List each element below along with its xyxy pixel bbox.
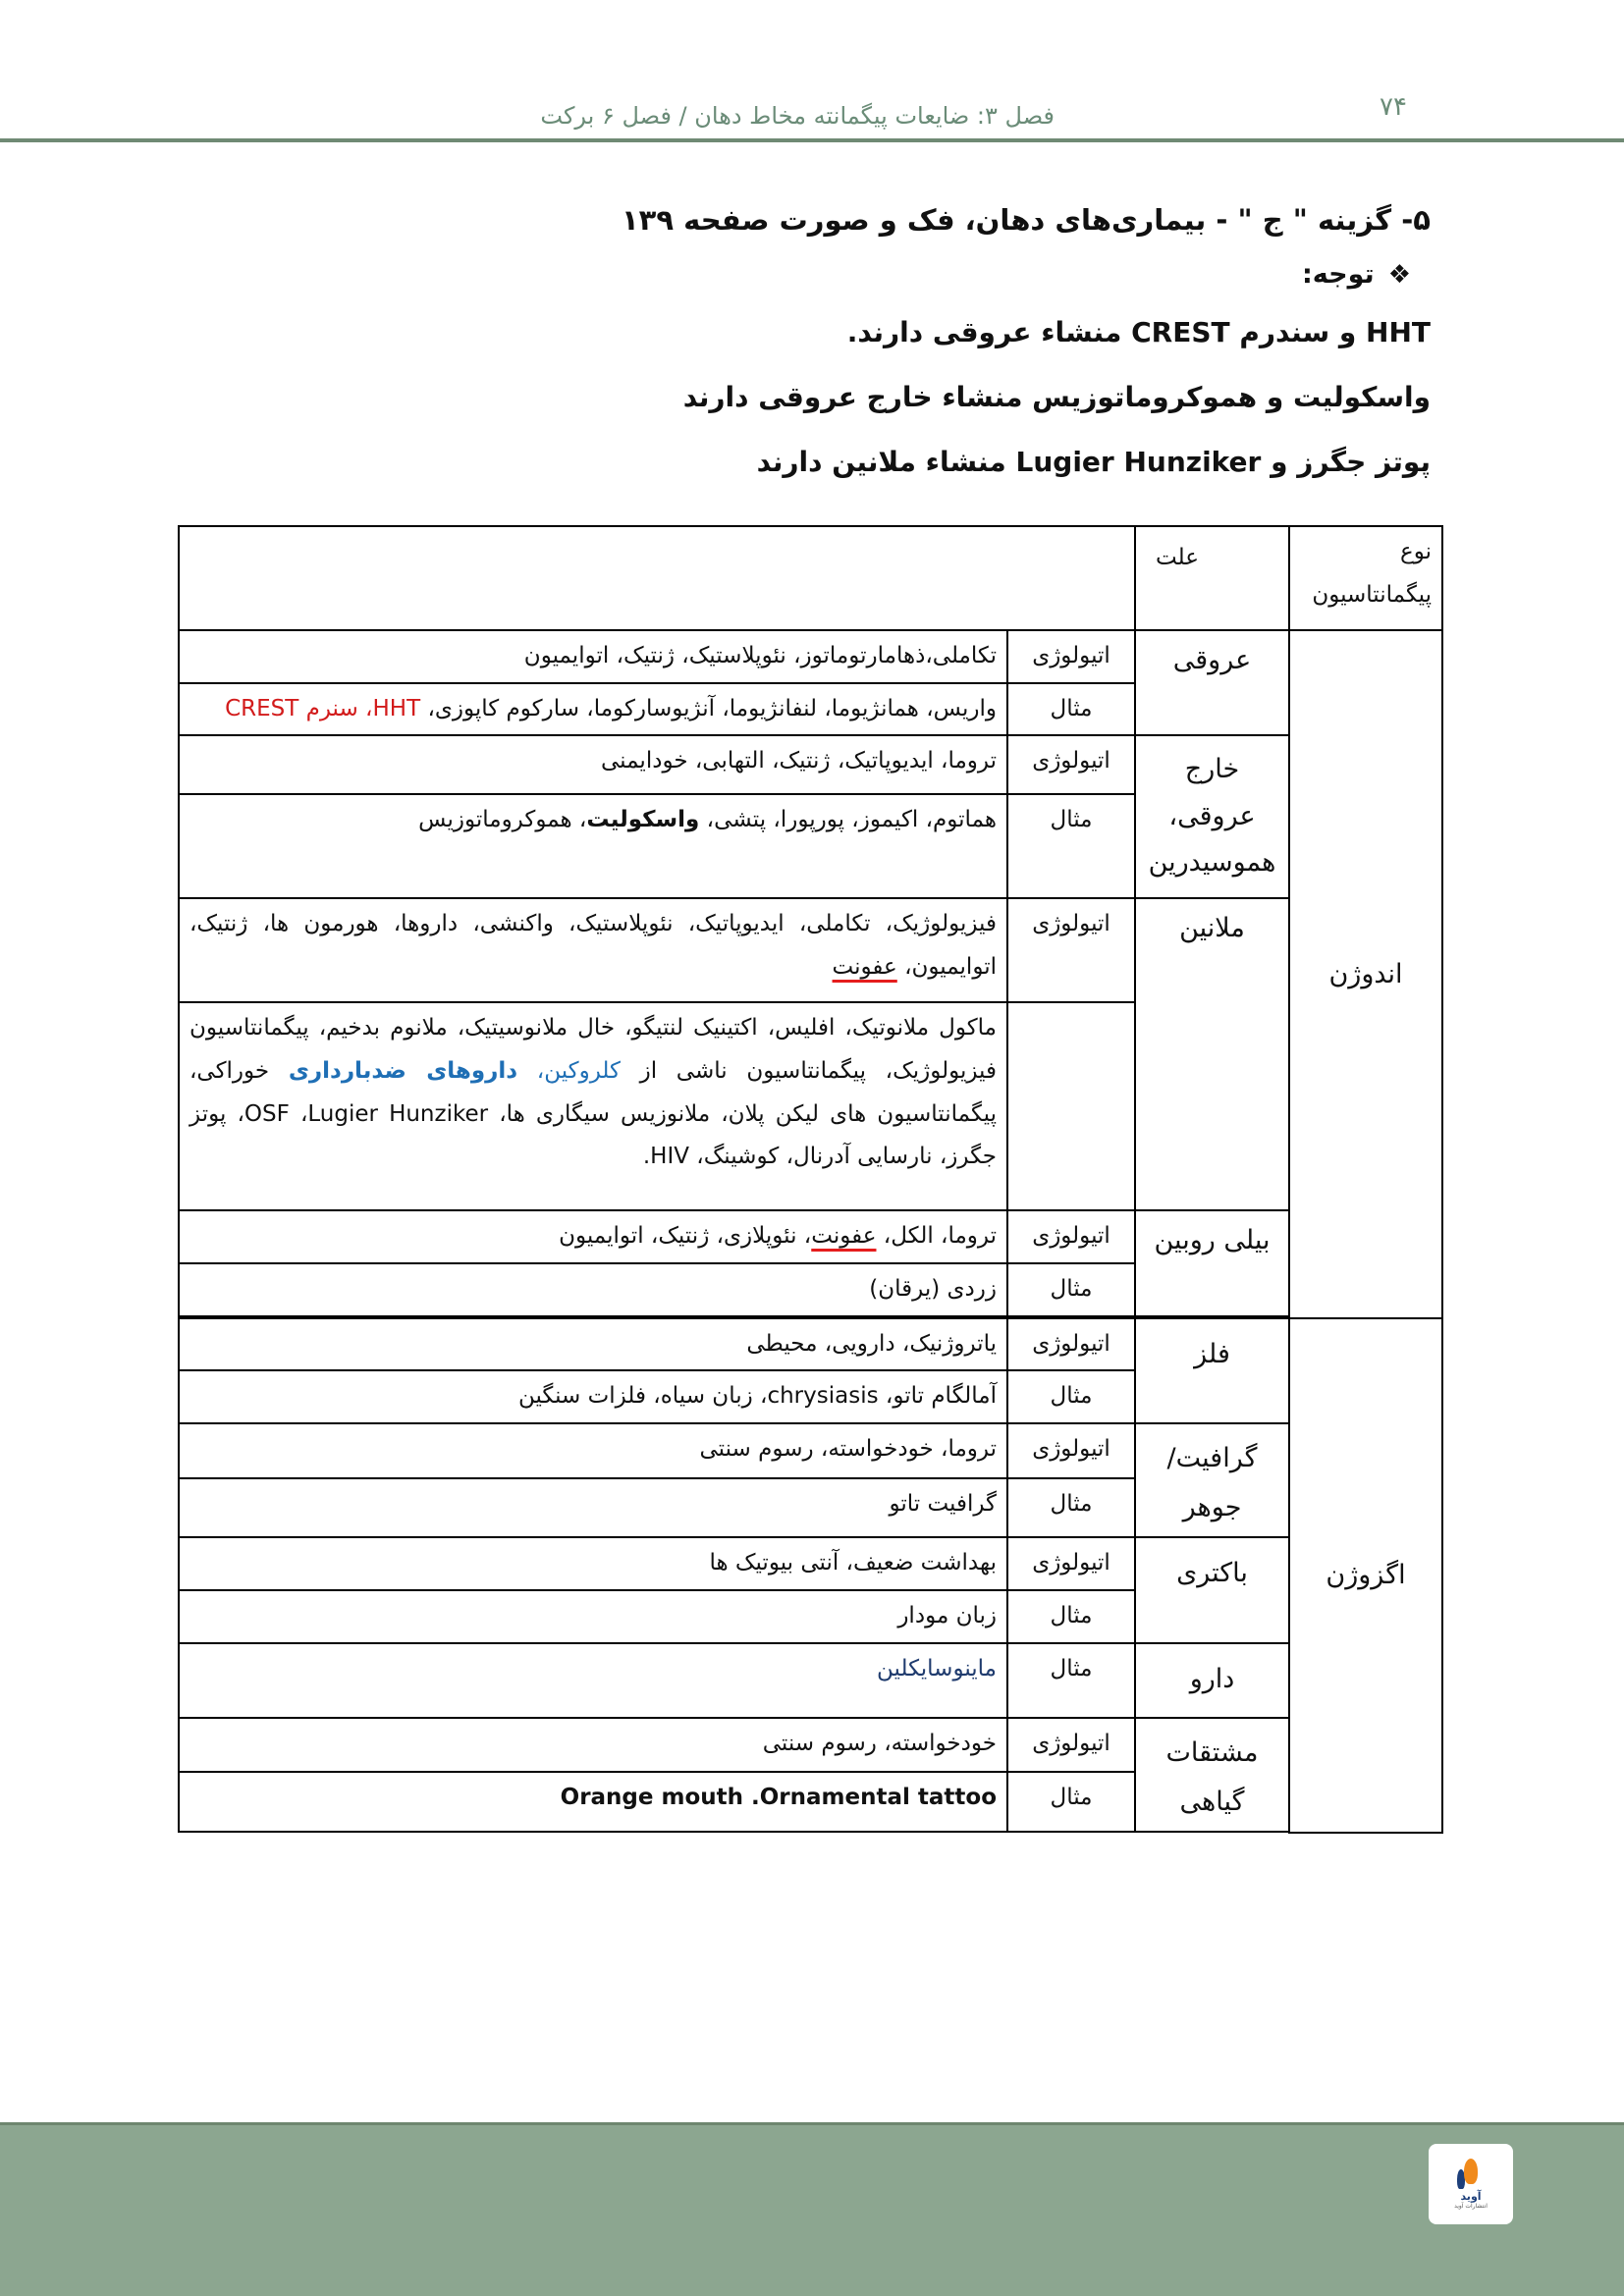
metal-etiology: یاتروژنیک، دارویی، محیطی: [179, 1318, 1007, 1371]
term-lugier-hunziker: Lugier Hunziker: [307, 1100, 489, 1127]
cause-bilirubin: بیلی روبین: [1135, 1210, 1289, 1315]
table-row: [179, 1423, 1442, 1478]
page-number: ۷۴: [1380, 92, 1407, 122]
statement-vascular: [184, 311, 1431, 354]
statement-text: و سندرم: [1229, 316, 1367, 348]
extravascular-etiology: تروما، ایدیوپاتیک، ژنتیک، التهابی، خودایمنی: [179, 735, 1007, 794]
melanin-example: [179, 1002, 1007, 1210]
footer-divider: [0, 2122, 1624, 2125]
publisher-logo: [1429, 2144, 1513, 2224]
label-example: مثال: [1007, 1263, 1135, 1316]
drug-example: ماینوسایکلین: [179, 1643, 1007, 1718]
logo-subtitle: انتشارات آوید: [1454, 2203, 1488, 2210]
cell-text: تروما، الکل،: [876, 1223, 997, 1250]
spacer-cell: [179, 1832, 1289, 1833]
table-row-spacer: [179, 1832, 1442, 1833]
highlight-hht: HHT: [372, 695, 421, 721]
label-etiology: اتیولوژی: [1007, 1210, 1135, 1263]
bold-vasculitis: واسکولیت: [586, 807, 700, 833]
vascular-example: [179, 683, 1007, 736]
highlight-chloroquine: کلروکین: [544, 1058, 621, 1085]
melanin-etiology: [179, 898, 1007, 1002]
table-row: [179, 1537, 1442, 1590]
cell-text: آمالگام تاتو،: [878, 1383, 997, 1410]
cell-text: .: [642, 1144, 651, 1170]
underlined-infection: عفونت: [811, 1223, 877, 1250]
note-line: [184, 259, 1411, 290]
statement-text: منشاء عروقی دارند.: [846, 316, 1132, 348]
cause-melanin: ملانین: [1135, 898, 1289, 1210]
cause-graphite: گرافیت/ جوهر: [1135, 1423, 1289, 1537]
term-chrysiasis: chrysiasis: [767, 1383, 879, 1410]
cause-herbal: مشتقات گیاهی: [1135, 1718, 1289, 1832]
table-row: [179, 1210, 1442, 1263]
question-heading: ۵- گزینه " ج " - بیماری‌های دهان، فک و صورت صفحه ۱۳۹: [621, 203, 1431, 237]
highlight-separator: ،: [517, 1058, 545, 1085]
highlight-syndrome: ، سنرم: [298, 695, 373, 721]
table-row: [179, 630, 1442, 683]
label-example: مثال: [1007, 1772, 1135, 1831]
term-crest: CREST: [1131, 316, 1230, 348]
cause-drug: دارو: [1135, 1643, 1289, 1718]
cell-text: واریس، همانژیوما، لنفانژیوما، آنژیوسارکوما، سارکوم کاپوزی،: [420, 695, 997, 721]
header-divider: [0, 138, 1624, 142]
group-exogenous: اگزوژن: [1289, 1318, 1442, 1833]
cell-text: ، نئوپلازی، ژنتیک، اتوایمیون: [559, 1223, 812, 1250]
header-cell-type: نوع پیگمانتاسیون: [1289, 526, 1442, 630]
label-etiology: اتیولوژی: [1007, 630, 1135, 683]
label-etiology: اتیولوژی: [1007, 898, 1135, 1002]
table-header-row: [179, 526, 1442, 630]
cell-text: ، پوتز جگرز، نارسایی آدرنال، کوشینگ،: [189, 1100, 997, 1170]
cause-extravascular: خارج عروقی، هموسیدرین: [1135, 735, 1289, 898]
label-example: مثال: [1007, 683, 1135, 736]
cell-text: ، هموکروماتوزیس: [418, 807, 587, 833]
label-etiology: اتیولوژی: [1007, 1537, 1135, 1590]
cell-text: هماتوم، اکیموز، پورپورا، پتشی،: [699, 807, 997, 833]
extravascular-example: [179, 794, 1007, 898]
note-label: توجه:: [1301, 259, 1375, 290]
statement-text: منشاء ملانین دارند: [756, 446, 1016, 478]
statement-melanin: [184, 441, 1431, 484]
header-cell-cause: علت: [1135, 526, 1289, 630]
label-example: مثال: [1007, 1370, 1135, 1423]
bacteria-example: زبان مودار: [179, 1590, 1007, 1643]
highlight-contraceptives: داروهای ضدبارداری: [288, 1058, 518, 1085]
table-row: [179, 1718, 1442, 1773]
label-example: مثال: [1007, 794, 1135, 898]
cell-text: ، زبان سیاه، فلزات سنگین: [517, 1383, 768, 1410]
table-row: [179, 1643, 1442, 1718]
cell-text: خوراکی، پیگمانتاسیون های لیکن پلان، ملانوزیس سیگاری ها،: [189, 1058, 997, 1127]
graphite-example: گرافیت تاتو: [179, 1478, 1007, 1537]
bilirubin-etiology: [179, 1210, 1007, 1263]
bilirubin-example: زردی (یرقان): [179, 1263, 1007, 1316]
four-diamond-bullet-icon: ❖: [1387, 259, 1411, 290]
statement-text: پوتز جگرز و: [1261, 446, 1431, 478]
cell-text: فیزیولوژیک، تکاملی، ایدیوپاتیک، نئوپلاستیک، واکنشی، داروها، هورمون ها، ژنتیک، اتوایمیون،: [189, 911, 997, 981]
answer-explanation: [184, 198, 1431, 484]
logo-text: آوید: [1460, 2190, 1482, 2203]
label-etiology: اتیولوژی: [1007, 1718, 1135, 1773]
term-hht: HHT: [1366, 316, 1431, 348]
label-example: مثال: [1007, 1478, 1135, 1537]
running-header-title: فصل ۳: ضایعات پیگمانته مخاط دهان / فصل ۶ برکت: [540, 102, 1055, 130]
cell-text: ماکول ملانوتیک، افلیس، اکتینیک لنتیگو، خال ملانوسیتیک، ملانوم بدخیم، پیگمانتاسیون فیزیولوژیک، پیگمانتاسیون ناشی از: [189, 1015, 997, 1085]
term-osf: OSF: [244, 1100, 290, 1127]
cause-bacteria: باکتری: [1135, 1537, 1289, 1642]
term-hiv: HIV: [650, 1144, 689, 1170]
group-endogenous: اندوژن: [1289, 630, 1442, 1318]
label-example: مثال: [1007, 1643, 1135, 1718]
underlined-infection: عفونت: [832, 954, 897, 981]
table-row: [179, 898, 1442, 1002]
vascular-etiology: تکاملی،ذهامارتوماتوز، نئوپلاستیک، ژنتیک، اتوایمیون: [179, 630, 1007, 683]
herbal-etiology: خودخواسته، رسوم سنتی: [179, 1718, 1007, 1773]
bacteria-etiology: بهداشت ضعیف، آنتی بیوتیک ها: [179, 1537, 1007, 1590]
cause-metal: فلز: [1135, 1318, 1289, 1424]
header-cell-empty: [179, 526, 1135, 630]
statement-extravascular: واسکولیت و هموکروماتوزیس منشاء خارج عروقی دارند: [682, 381, 1431, 413]
graphite-etiology: تروما، خودخواسته، رسوم سنتی: [179, 1423, 1007, 1478]
label-etiology: اتیولوژی: [1007, 1318, 1135, 1371]
highlight-crest: CREST: [225, 695, 299, 721]
label-example: مثال: [1007, 1590, 1135, 1643]
cause-vascular: عروقی: [1135, 630, 1289, 735]
pigmentation-table: [178, 525, 1443, 1834]
flame-logo-icon: [1464, 2159, 1478, 2184]
metal-example: [179, 1370, 1007, 1423]
footer-band: [0, 2122, 1624, 2296]
herbal-example: [179, 1772, 1007, 1831]
label-etiology: اتیولوژی: [1007, 1423, 1135, 1478]
table-row: [179, 1318, 1442, 1371]
table-row: [179, 735, 1442, 794]
melanin-example-label-empty: [1007, 1002, 1135, 1210]
term-orange-mouth: Orange mouth .Ornamental tattoo: [560, 1785, 997, 1811]
label-etiology: اتیولوژی: [1007, 735, 1135, 794]
term-lugier-hunziker: Lugier Hunziker: [1015, 446, 1262, 478]
cell-text: ،: [289, 1100, 308, 1127]
